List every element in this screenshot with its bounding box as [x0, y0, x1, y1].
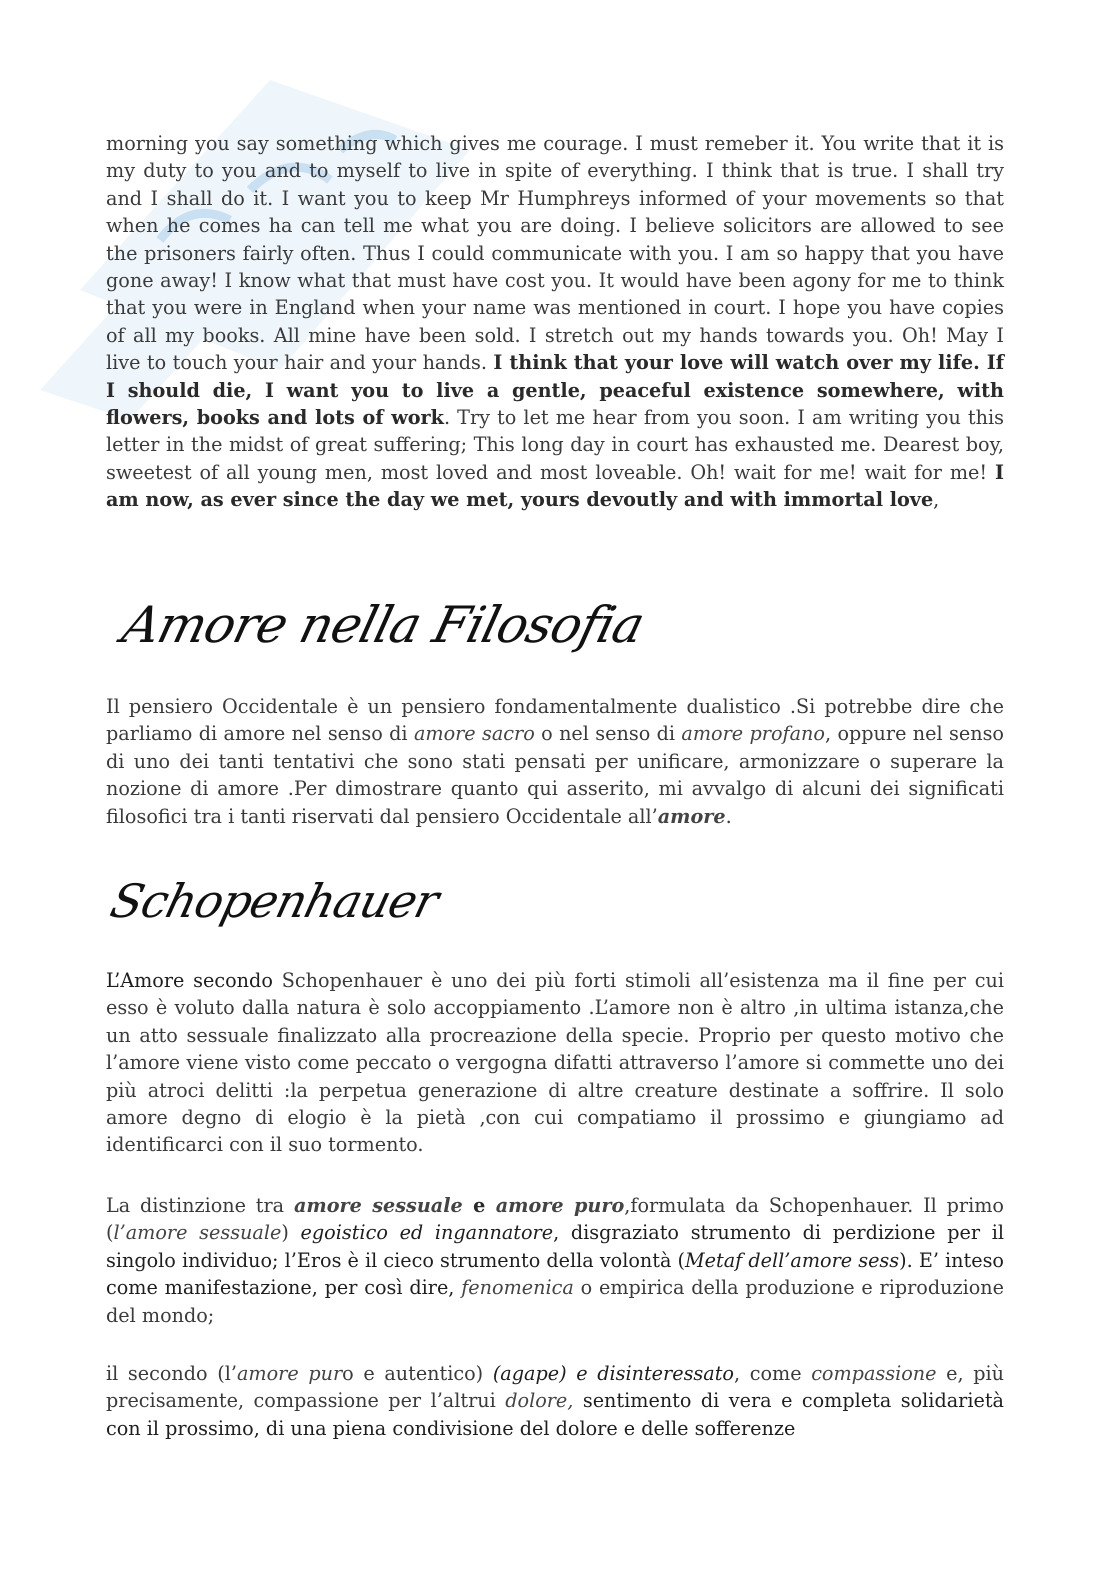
- term: fenomenica: [461, 1276, 574, 1300]
- text: o empirica della produzione e riproduzione del mondo;: [106, 1276, 1004, 1327]
- text: o e autentico): [342, 1362, 493, 1385]
- text: Schopenhauer è uno dei più forti stimoli all’esistenza ma il fine per cui esso è voluto dalla natura è solo accoppiamento .L’amore non è altro ,in ultima istanza,che un atto sessuale finalizzato alla procreazione della specie. Proprio per questo motivo che l’amore viene visto come peccato o vergogna difatti attraverso l’amore si commette uno dei più atroci delitti :la perpetua generazione di altre creature destinate a soffrire. Il solo amore degno di elogio è la pietà ,con cui compatiamo il prossimo e giungiamo ad identificarci con il suo tormento.: [106, 969, 1004, 1157]
- term: (agape) e disinteressato: [492, 1362, 734, 1385]
- text: , oppure nel senso di uno dei tanti tentativi che sono stati pensati per unificare, armonizzare o superare la nozione di amore .Per dimostrare quanto qui asserito, mi avvalgo di alcuni dei significati filosofici tra i tanti riservati dal pensiero Occidentale all’: [106, 722, 1004, 828]
- letter-text-continued: . Try to let me hear from you soon. I am writing you this letter in the midst of great suffering; This long day in court has exhausted me. Dearest boy, sweetest of all young men, most loved and most loveable. Oh! wait for me! wait for me!: [106, 406, 1004, 484]
- letter-text: morning you say something which gives me courage. I must remeber it. You write that it is my duty to you and to myself to live in spite of everything. I think that is true. I shall try and I shall do it. I want you to keep Mr Humphreys informed of your movements so that when he comes ha can tell me what you are doing. I believe solicitors are allowed to see the prisoners fairly often. Thus I could communicate with you. I am so happy that you have gone away! I know what that must have cost you. It would have been agony for me to think that you were in England when your name was mentioned in court. I hope you have copies of all my books. All mine have been sold. I stretch out my hands towards you. Oh! May I live to touch your hair and your hands.: [106, 132, 1004, 375]
- term-amore-sessuale: amore sessuale: [293, 1194, 463, 1217]
- heading-amore-filosofia: Amore nella Filosofia: [116, 596, 650, 654]
- text: ,formulata da Schopenhauer. Il primo (: [106, 1194, 1004, 1245]
- text: il secondo (l’: [106, 1362, 237, 1385]
- letter-comma: ,: [933, 488, 940, 512]
- letter-bold-passage: I think that your love will watch over my life. If I should die, I want you to live a gentle, peaceful existence somewhere, with flowers, books and lots of work: [106, 351, 1004, 430]
- letter-paragraph: [106, 130, 1004, 514]
- text: La distinzione tra: [106, 1194, 294, 1217]
- text: , disgraziato strumento di perdizione per il singolo individuo; l’Eros è il cieco strumento della volontà (: [106, 1221, 1004, 1272]
- text: sentimento di vera e completa solidarietà con il prossimo, di una piena condivisione del dolore e delle sofferenze: [106, 1389, 1004, 1440]
- term-amore-profano: amore profano: [681, 722, 825, 746]
- term: egoistico ed ingannatore: [300, 1221, 554, 1245]
- term: l’amore sessuale: [113, 1221, 282, 1245]
- text: o nel senso di: [534, 722, 682, 746]
- term: amore pur: [236, 1362, 343, 1385]
- text: e: [462, 1194, 496, 1217]
- letter-closing: I am now, as ever since the day we met, yours devoutly and with immortal love: [106, 460, 1004, 512]
- term-amore: amore: [657, 804, 726, 828]
- text: ): [281, 1221, 301, 1245]
- text: Il pensiero Occidentale è un pensiero fondamentalmente dualistico .Si potrebbe dire che parliamo di amore nel senso di: [106, 695, 1004, 746]
- schopenhauer-paragraph-2: [106, 1192, 1004, 1329]
- schopenhauer-paragraph-1: [106, 967, 1004, 1159]
- term-amore-puro: amore puro: [495, 1194, 625, 1217]
- text: ). E’ inteso come manifestazione, per così dire,: [106, 1248, 1004, 1300]
- term: compassione: [811, 1362, 937, 1385]
- text: , come: [733, 1362, 812, 1385]
- filosofia-paragraph: [106, 693, 1004, 830]
- lead-text: L’Amore secondo: [106, 969, 273, 992]
- heading-schopenhauer: Schopenhauer: [105, 874, 444, 928]
- text: e, più precisamente, compassione per l’altrui: [106, 1362, 1005, 1413]
- term-amore-sacro: amore sacro: [413, 722, 535, 746]
- text: .: [725, 804, 732, 828]
- term: Metaf dell’amore sess: [685, 1248, 900, 1272]
- schopenhauer-paragraph-3: [106, 1360, 1004, 1442]
- term: dolore,: [505, 1389, 574, 1413]
